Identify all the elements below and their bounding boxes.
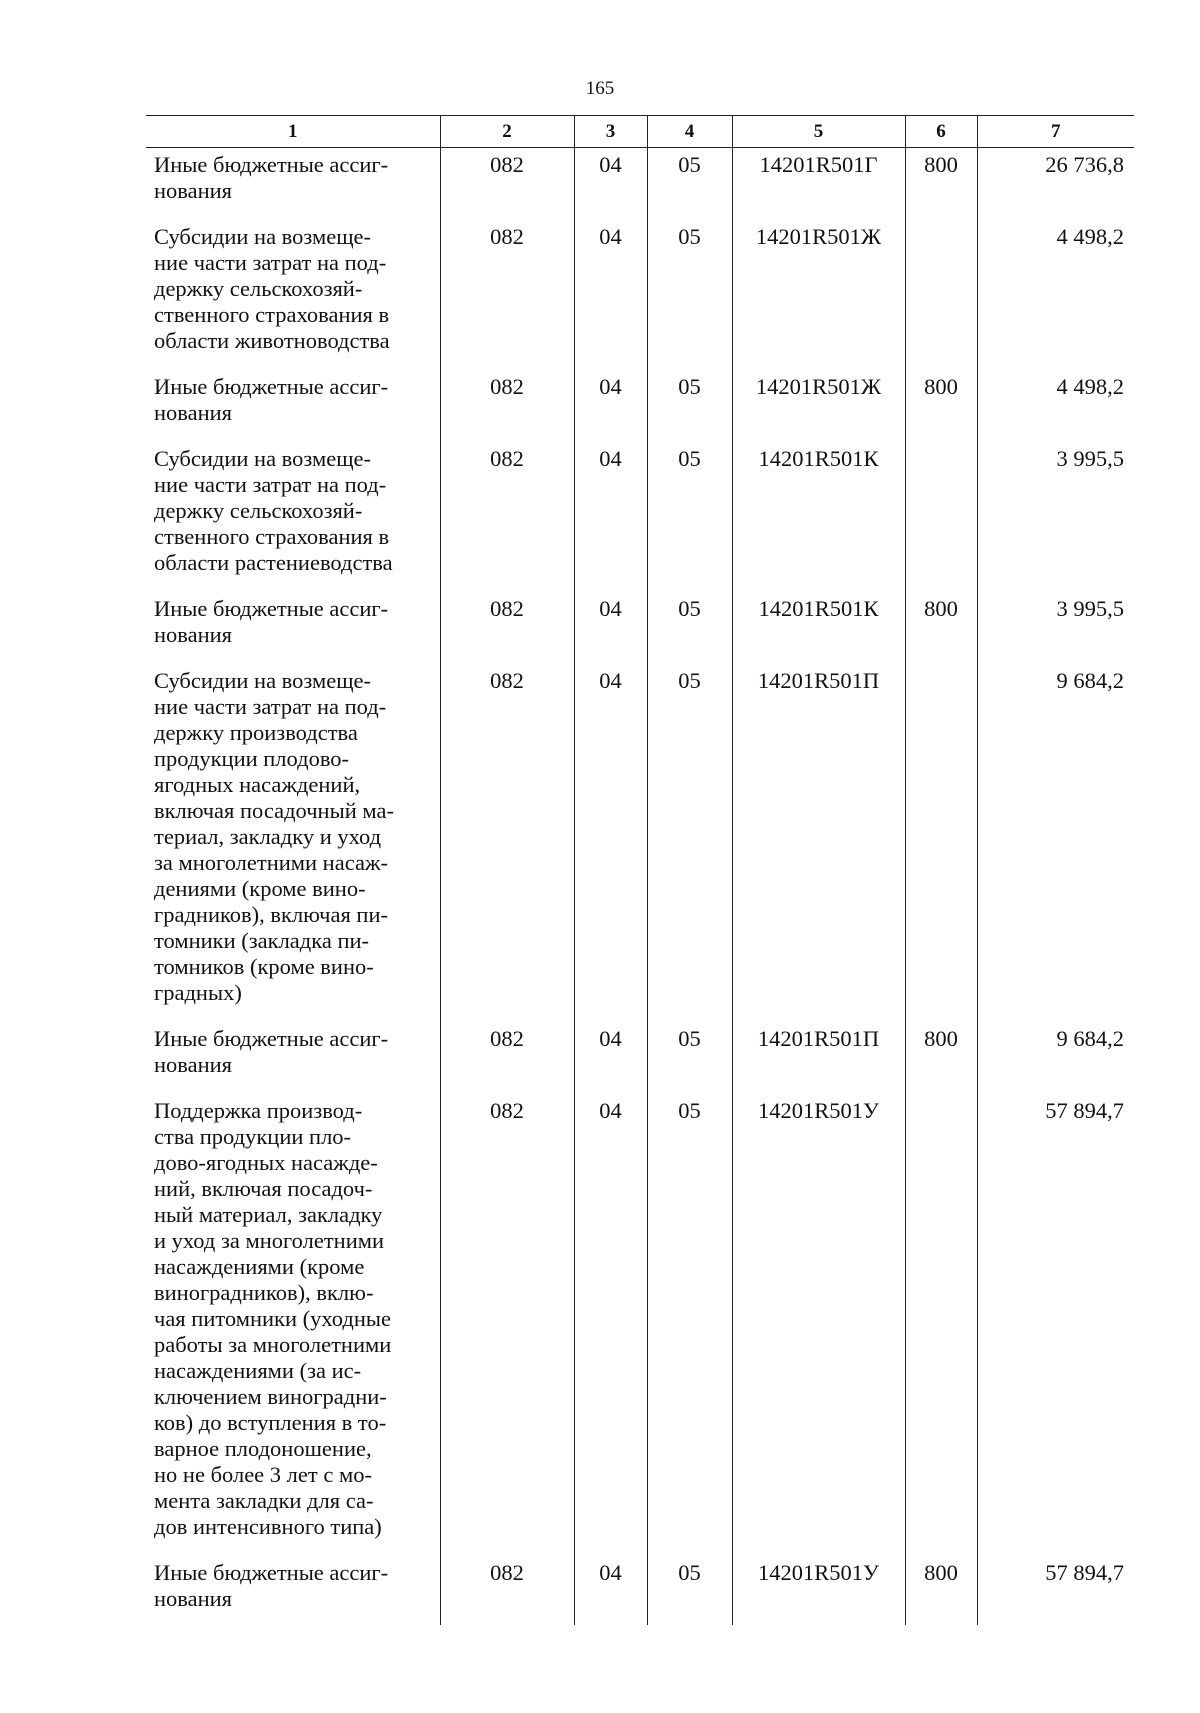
amount-cell: 9 684,2 [977, 1019, 1134, 1091]
section-code-cell: 04 [574, 148, 647, 218]
target-article-cell: 14201R501У [732, 1091, 905, 1553]
description-cell: Субсидии на возмеще- ние части затрат на под- держку сельскохозяй- ственного страхования в области растениеводства [154, 446, 393, 575]
ministry-code-cell: 082 [440, 1091, 574, 1553]
amount-cell: 57 894,7 [977, 1553, 1134, 1625]
ministry-code-cell: 082 [440, 589, 574, 661]
column-header-2: 2 [440, 116, 574, 148]
amount-cell: 3 995,5 [977, 439, 1134, 589]
table-row [146, 439, 1134, 589]
amount-cell: 4 498,2 [977, 367, 1134, 439]
column-header-3: 3 [574, 116, 647, 148]
column-header-1: 1 [146, 116, 440, 148]
expense-type-cell: 800 [905, 367, 977, 439]
target-article-cell: 14201R501У [732, 1553, 905, 1625]
table-row [146, 1019, 1134, 1091]
ministry-code-cell: 082 [440, 367, 574, 439]
subsection-code-cell: 05 [647, 661, 732, 1019]
section-code-cell: 04 [574, 1091, 647, 1553]
description-cell: Иные бюджетные ассиг- нования [154, 152, 389, 203]
target-article-cell: 14201R501К [732, 589, 905, 661]
expense-type-cell: 800 [905, 1553, 977, 1625]
amount-cell: 4 498,2 [977, 217, 1134, 367]
description-cell: Иные бюджетные ассиг- нования [154, 1026, 389, 1077]
table-row [146, 1091, 1134, 1553]
expense-type-cell: 800 [905, 148, 977, 218]
column-header-5: 5 [732, 116, 905, 148]
ministry-code-cell: 082 [440, 1553, 574, 1625]
table-row [146, 1553, 1134, 1625]
expense-type-cell [905, 1091, 977, 1553]
budget-table-container [146, 115, 1134, 1625]
amount-cell: 9 684,2 [977, 661, 1134, 1019]
target-article-cell: 14201R501П [732, 661, 905, 1019]
subsection-code-cell: 05 [647, 1019, 732, 1091]
section-code-cell: 04 [574, 439, 647, 589]
expense-type-cell [905, 661, 977, 1019]
description-cell: Иные бюджетные ассиг- нования [154, 596, 389, 647]
column-header-6: 6 [905, 116, 977, 148]
page-number: 165 [585, 78, 615, 99]
expense-type-cell [905, 439, 977, 589]
description-cell: Иные бюджетные ассиг- нования [154, 1560, 389, 1611]
description-cell: Иные бюджетные ассиг- нования [154, 374, 389, 425]
expense-type-cell [905, 217, 977, 367]
subsection-code-cell: 05 [647, 439, 732, 589]
column-header-4: 4 [647, 116, 732, 148]
subsection-code-cell: 05 [647, 148, 732, 218]
section-code-cell: 04 [574, 367, 647, 439]
section-code-cell: 04 [574, 661, 647, 1019]
ministry-code-cell: 082 [440, 217, 574, 367]
table-row [146, 661, 1134, 1019]
target-article-cell: 14201R501К [732, 439, 905, 589]
budget-table [146, 115, 1134, 1625]
description-cell: Поддержка производ- ства продукции пло- дово-ягодных насажде- ний, включая посадоч- ный материал, закладку и уход за многолетними насаждениями (кроме виноградников), вклю- чая питомники (уходные работы за многолетними насаждениями (за ис- ключением виноградни- ков) до вступления в то- варное плодоношение, но не более 3 лет с мо- мента закладки для са- дов интенсивного типа) [154, 1098, 392, 1539]
expense-type-cell: 800 [905, 589, 977, 661]
table-header [146, 116, 1134, 148]
section-code-cell: 04 [574, 589, 647, 661]
ministry-code-cell: 082 [440, 148, 574, 218]
description-cell: Субсидии на возмеще- ние части затрат на под- держку сельскохозяй- ственного страхования в области животноводства [154, 224, 390, 353]
target-article-cell: 14201R501Ж [732, 367, 905, 439]
subsection-code-cell: 05 [647, 1091, 732, 1553]
amount-cell: 57 894,7 [977, 1091, 1134, 1553]
ministry-code-cell: 082 [440, 661, 574, 1019]
table-body [146, 148, 1134, 1626]
amount-cell: 3 995,5 [977, 589, 1134, 661]
target-article-cell: 14201R501Ж [732, 217, 905, 367]
ministry-code-cell: 082 [440, 1019, 574, 1091]
subsection-code-cell: 05 [647, 367, 732, 439]
expense-type-cell: 800 [905, 1019, 977, 1091]
section-code-cell: 04 [574, 217, 647, 367]
description-cell: Субсидии на возмеще- ние части затрат на под- держку производства продукции плодово- ягодных насаждений, включая посадочный ма- териал, закладку и уход за многолетними насаж- дениями (кроме вино- градников), включая пи- томники (закладка пи- томников (кроме вино- градных) [154, 668, 394, 1005]
table-row [146, 367, 1134, 439]
subsection-code-cell: 05 [647, 1553, 732, 1625]
table-row [146, 217, 1134, 367]
section-code-cell: 04 [574, 1553, 647, 1625]
amount-cell: 26 736,8 [977, 148, 1134, 218]
table-row [146, 148, 1134, 218]
target-article-cell: 14201R501П [732, 1019, 905, 1091]
column-header-7: 7 [977, 116, 1134, 148]
subsection-code-cell: 05 [647, 217, 732, 367]
target-article-cell: 14201R501Г [732, 148, 905, 218]
ministry-code-cell: 082 [440, 439, 574, 589]
section-code-cell: 04 [574, 1019, 647, 1091]
table-row [146, 589, 1134, 661]
header-row [146, 116, 1134, 148]
subsection-code-cell: 05 [647, 589, 732, 661]
